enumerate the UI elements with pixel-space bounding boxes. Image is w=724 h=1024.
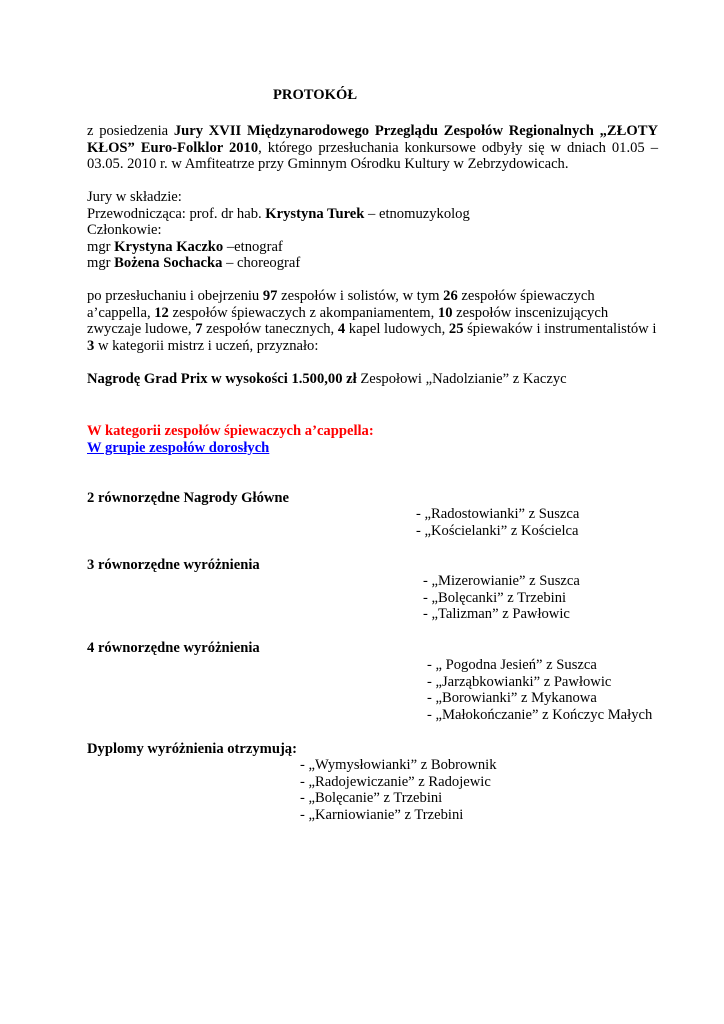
section-entries — [423, 573, 580, 623]
section-heading: 2 równorzędne Nagrody Główne — [87, 490, 290, 506]
section-entries — [300, 757, 497, 823]
stats-text: zespołów tanecznych, — [202, 321, 338, 337]
grand-prix-line — [87, 371, 658, 388]
list-item: - „Wymysłowianki” z Bobrownik — [300, 757, 497, 773]
chair-name: Krystyna Turek — [265, 205, 365, 222]
member-prefix: mgr — [87, 255, 115, 271]
section-entries — [416, 506, 579, 539]
list-item: - „Bolęcanie” z Trzebini — [300, 790, 443, 807]
list-item: - „Talizman” z Pawłowic — [423, 606, 570, 623]
member-role: –etnograf — [223, 238, 283, 255]
jury-heading: Jury w składzie: — [87, 189, 182, 205]
stats-number: 25 — [448, 321, 464, 337]
stats-number: 26 — [443, 288, 458, 304]
member-role: – choreograf — [222, 255, 301, 271]
list-item: - „Jarząbkowianki” z Pawłowic — [427, 673, 612, 690]
stats-number: 3 — [87, 337, 95, 354]
list-item: - „Bolęcanki” z Trzebini — [423, 589, 567, 606]
section-heading: 3 równorzędne wyróżnienia — [87, 557, 260, 573]
member-prefix: mgr — [87, 238, 115, 255]
list-item: - „Borowianki” z Mykanowa — [427, 690, 597, 707]
intro-paragraph — [87, 123, 658, 173]
chair-role: – etnomuzykolog — [364, 205, 470, 222]
list-item: - „ Pogodna Jesień” z Suszca — [427, 657, 597, 673]
list-item: - „Małokończanie” z Kończyc Małych — [427, 706, 653, 723]
intro-event-name: Jury XVII Międzynarodowego Przeglądu Zespołów Regionalnych „ZŁOTY KŁOS” Euro-Folklor 2010 — [87, 123, 658, 156]
jury-block — [87, 189, 658, 272]
stats-number: 7 — [195, 321, 203, 337]
stats-text: zespołów i solistów, w tym — [277, 288, 444, 304]
member-name: Bożena Sochacka — [114, 255, 223, 271]
category-heading: W kategorii zespołów śpiewaczych a’cappella: — [87, 423, 374, 439]
grand-prix-award: Nagrodę Grad Prix w wysokości 1.500,00 zł — [87, 371, 357, 387]
stats-number: 12 — [154, 304, 169, 321]
intro-text: z posiedzenia — [87, 123, 174, 139]
chair-prefix: Przewodnicząca: prof. dr hab. — [87, 205, 266, 222]
section-entries — [427, 657, 652, 723]
stats-paragraph — [87, 288, 658, 354]
stats-number: 4 — [337, 321, 346, 337]
intro-text-end: , którego przesłuchania konkursowe odbyły się w dniach 01.05 – 03.05. 2010 r. w Amfiteatrze przy Gminnym Ośrodku Kultury w Zebrzydowicach. — [87, 139, 658, 172]
stats-text: zespołów śpiewaczych z akompaniamentem, — [168, 304, 438, 321]
section-heading: Dyplomy wyróżnienia otrzymują: — [87, 741, 297, 757]
list-item: - „Karniowianie” z Trzebini — [300, 806, 464, 823]
jury-member-1 — [87, 239, 658, 256]
jury-chair — [87, 206, 658, 223]
list-item: - „Radostowianki” z Suszca — [416, 506, 580, 522]
document-title: PROTOKÓŁ — [273, 87, 358, 103]
jury-members-label: Członkowie: — [87, 222, 162, 238]
stats-text: kapel ludowych, — [345, 321, 449, 337]
section-heading: 4 równorzędne wyróżnienia — [87, 640, 260, 656]
list-item: - „Mizerowianie” z Suszca — [423, 573, 580, 589]
group-heading: W grupie zespołów dorosłych — [87, 440, 270, 456]
stats-number: 97 — [262, 288, 278, 304]
member-name: Krystyna Kaczko — [114, 238, 224, 255]
stats-number: 10 — [437, 304, 453, 321]
stats-text: zespołów śpiewaczych a’cappella, — [87, 288, 595, 321]
stats-text: w kategorii mistrz i uczeń, przyznało: — [94, 337, 319, 354]
grand-prix-winner: Zespołowi „Nadolzianie” z Kaczyc — [356, 371, 567, 387]
stats-text: śpiewaków i instrumentalistów i — [463, 321, 657, 337]
list-item: - „Radojewiczanie” z Radojewic — [300, 773, 491, 790]
stats-text: po przesłuchaniu i obejrzeniu — [87, 288, 263, 304]
stats-text: zespołów inscenizujących zwyczaje ludowe, — [87, 304, 609, 337]
jury-member-2 — [87, 255, 658, 272]
list-item: - „Kościelanki” z Kościelca — [416, 522, 579, 539]
